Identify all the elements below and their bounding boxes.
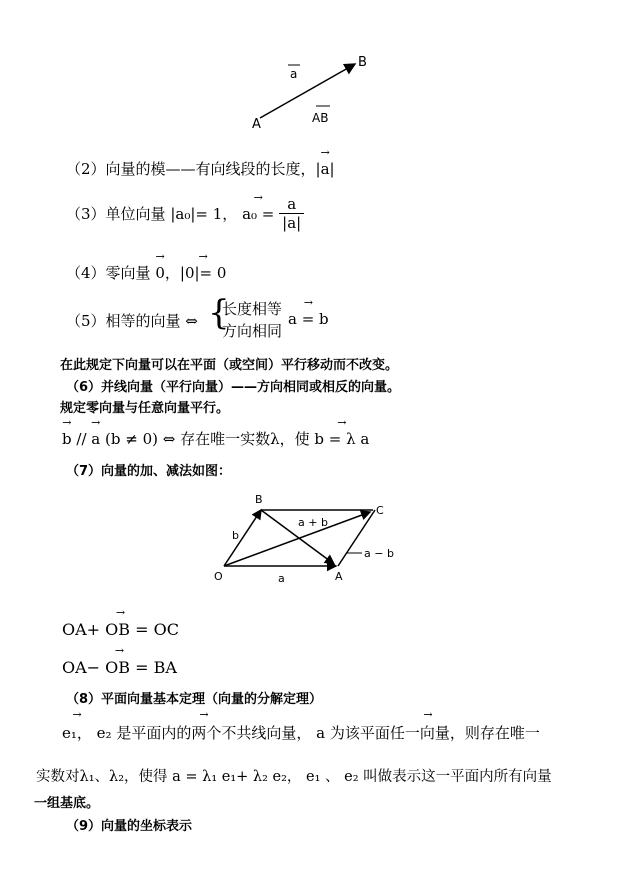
diff-equation-text: → OA− OB = BA (62, 658, 177, 677)
item-5-equal-label (66, 310, 198, 331)
item-3-unit-vector (66, 195, 304, 232)
sum-equation (62, 620, 179, 639)
item-4-zero-vector (66, 262, 226, 283)
fig2-vector-a-label: a (278, 572, 285, 585)
item-2-magnitude (66, 158, 335, 179)
diff-equation (62, 658, 177, 677)
point-b-label: B (358, 55, 367, 70)
vector-a-label: a (290, 67, 298, 81)
vector-ab-line (260, 64, 355, 118)
item-3-label: （3）单位向量 (66, 205, 166, 223)
basis-e2: → e₂ 是平面内的两个不共线向量， (97, 722, 312, 743)
item-4-label: （4）零向量 (66, 264, 151, 282)
item-5-eq-text: → a = b (288, 310, 329, 328)
diagonal-oc (224, 512, 370, 566)
parallel-definition: （6）并线向量（平行向量）——方向相同或相反的向量。 (66, 380, 401, 395)
edge-ob (224, 510, 261, 566)
point-c-label: C (376, 504, 384, 517)
item-5-equation (288, 310, 329, 328)
item-4-zero: → 0 (155, 264, 165, 282)
collinear-iff: ⇔ (162, 430, 176, 448)
fig2-vector-b-label: b (232, 529, 239, 542)
left-brace-icon: { (208, 293, 230, 333)
add-sub-heading: （7）向量的加、减法如图： (66, 464, 232, 479)
basis-e1: → e₁， (62, 722, 92, 743)
collinear-eq: → b = λ a (314, 430, 369, 448)
item-4-separator: ， (164, 264, 180, 282)
item-5-line2: 方向相同 (222, 322, 283, 340)
item-2-formula: → |a| (316, 160, 335, 178)
collinear-parallel: // (76, 430, 87, 448)
point-a2-label: A (335, 570, 343, 583)
theorem-heading: （8）平面向量基本定理（向量的分解定理） (66, 692, 323, 707)
coord-heading: （9）向量的坐标表示 (66, 819, 193, 834)
item-3-fraction (279, 195, 304, 232)
item-3-formula-left: |a₀|= 1， (170, 205, 238, 223)
item-3-a0: → a₀ = (242, 205, 274, 223)
item-2-label: （2）向量的模——有向线段的长度， (66, 160, 316, 178)
collinear-text: 存在唯一实数λ，使 (180, 430, 310, 448)
vector-ab-figure (240, 48, 380, 138)
zero-parallel-rule: 规定零向量与任意向量平行。 (60, 401, 230, 416)
vector-ab-label: AB (312, 111, 329, 125)
translate-note: 在此规定下向量可以在平面（或空间）平行移动而不改变。 (60, 358, 399, 373)
collinear-cond: (b ≠ 0) (105, 430, 158, 448)
sum-label: a + b (298, 516, 328, 529)
sum-equation-text: → OA+ OB = OC (62, 620, 179, 639)
basis-line-2: 实数对λ₁、λ₂，使得 a = λ₁ e₁+ λ₂ e₂， e₁ 、 e₂ 叫做表示这一平面内所有向量 (36, 769, 552, 785)
collinear-a: → a (91, 430, 100, 448)
item-3-numerator: a (279, 195, 304, 214)
parallelogram-figure (210, 488, 420, 588)
basis-a: → a 为该平面任一向量，则存在唯一 (316, 722, 540, 743)
item-5-label: （5）相等的向量 ⇔ (66, 312, 198, 330)
collinear-b: → b (62, 430, 72, 448)
point-o-label: O (214, 570, 223, 583)
item-5-line1: 长度相等 (222, 300, 283, 318)
item-4-abs: → |0|= 0 (180, 264, 227, 282)
collinear-condition (62, 428, 369, 449)
basis-line-1 (62, 722, 540, 743)
point-b2-label: B (255, 493, 263, 506)
point-a-label: A (252, 117, 261, 132)
item-3-denominator: |a| (282, 214, 302, 232)
diff-label: a − b (364, 547, 394, 560)
basis-end: 一组基底。 (34, 796, 100, 811)
